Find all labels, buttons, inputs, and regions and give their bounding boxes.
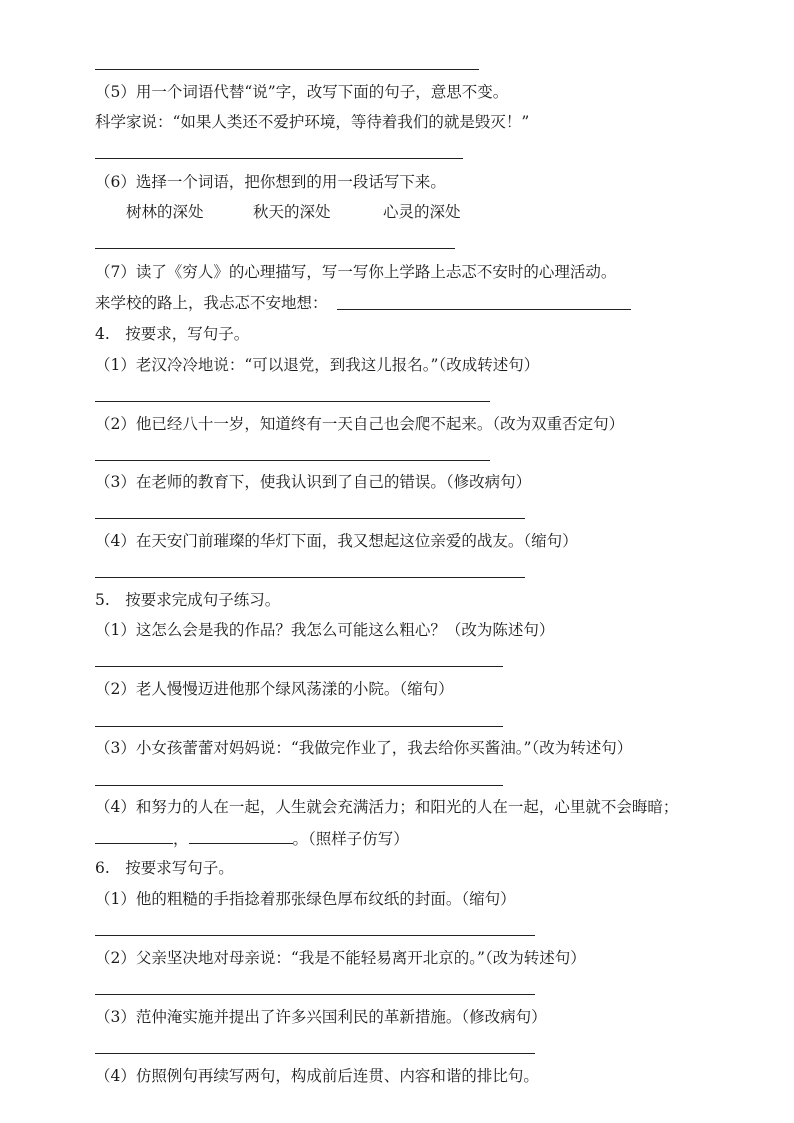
- answer-line[interactable]: [95, 158, 463, 159]
- question-3-6: （6）选择一个词语，把你想到的用一段话写下来。: [95, 173, 446, 191]
- question-5-2: （2）老人慢慢迈进他那个绿风荡漾的小院。（缩句）: [95, 680, 454, 698]
- question-5-4-tail: 。（照样子仿写）: [292, 830, 409, 848]
- question-3-5: （5）用一个词语代替“说”字，改写下面的句子，意思不变。: [95, 83, 509, 101]
- question-5-1: （1）这怎么会是我的作品？我怎么可能这么粗心？（改为陈述句）: [95, 621, 555, 639]
- question-6-2: （2）父亲坚决地对母亲说：“我是不能轻易离开北京的。”（改为转述句）: [95, 949, 586, 967]
- answer-line[interactable]: [337, 309, 631, 310]
- answer-line[interactable]: [95, 1053, 535, 1054]
- answer-line[interactable]: [95, 401, 490, 402]
- answer-line[interactable]: [95, 518, 525, 519]
- question-6-3: （3）范仲淹实施并提出了许多兴国利民的革新措施。（修改病句）: [95, 1008, 547, 1026]
- question-3-7: （7）读了《穷人》的心理描写，写一写你上学路上忐忑不安时的心理活动。: [95, 263, 617, 281]
- question-4-3: （3）在老师的教育下，使我认识到了自己的错误。（修改病句）: [95, 473, 532, 491]
- answer-line[interactable]: [95, 666, 503, 667]
- answer-line[interactable]: [95, 577, 525, 578]
- question-6-4: （4）仿照例句再续写两句，构成前后连贯、内容和谐的排比句。: [95, 1067, 539, 1085]
- comma: ，: [173, 830, 189, 848]
- question-4-1: （1）老汉冷冷地说：“可以退党，到我这儿报名。”（改成转述句）: [95, 356, 540, 374]
- answer-line[interactable]: [95, 726, 503, 727]
- answer-line[interactable]: [95, 994, 535, 995]
- question-3-7-prompt: 来学校的路上，我忐忑不安地想：: [95, 294, 328, 312]
- option-2: 秋天的深处: [253, 203, 331, 221]
- answer-line[interactable]: [95, 785, 503, 786]
- question-5-4: （4）和努力的人在一起，人生就会充满活力；和阳光的人在一起，心里就不会晦暗；: [95, 798, 679, 816]
- answer-line[interactable]: [95, 248, 455, 249]
- blank-1[interactable]: [95, 827, 173, 844]
- question-5-4-blanks: [95, 827, 409, 849]
- question-6-title: 6. 按要求写句子。: [95, 859, 234, 877]
- question-5-title: 5. 按要求完成句子练习。: [95, 591, 281, 609]
- option-3: 心灵的深处: [383, 203, 461, 221]
- question-5-3: （3）小女孩蕾蕾对妈妈说：“我做完作业了，我去给你买酱油。”（改为转述句）: [95, 739, 633, 757]
- question-3-5-quote: 科学家说：“如果人类还不爱护环境，等待着我们的就是毁灭！”: [95, 113, 530, 131]
- blank-2[interactable]: [189, 827, 293, 844]
- question-4-2: （2）他已经八十一岁，知道终有一天自己也会爬不起来。（改为双重否定句）: [95, 415, 625, 433]
- question-6-1: （1）他的粗糙的手指捻着那张绿色厚布纹纸的封面。（缩句）: [95, 890, 516, 908]
- question-4-title: 4. 按要求，写句子。: [95, 325, 250, 343]
- option-1: 树林的深处: [126, 203, 204, 221]
- answer-line[interactable]: [95, 935, 535, 936]
- answer-line[interactable]: [95, 460, 490, 461]
- answer-line[interactable]: [95, 69, 479, 70]
- question-4-4: （4）在天安门前璀璨的华灯下面，我又想起这位亲爱的战友。（缩句）: [95, 532, 578, 550]
